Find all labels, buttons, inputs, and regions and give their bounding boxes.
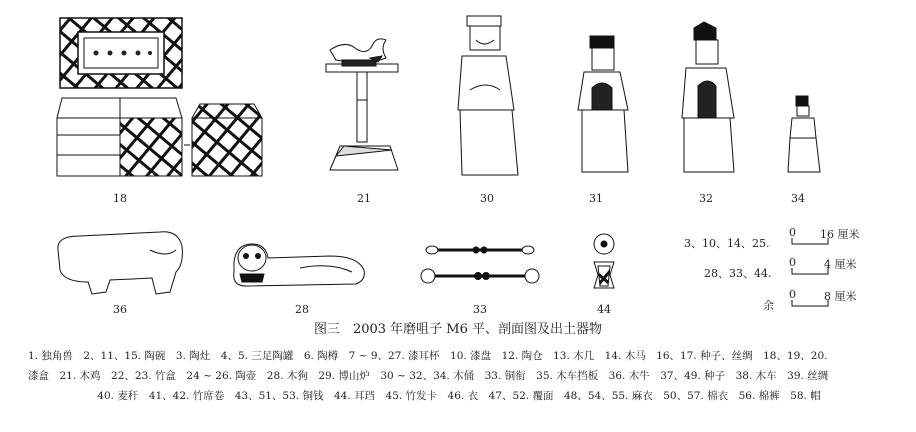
figure-legend bbox=[28, 346, 890, 406]
figure-label-30: 30 bbox=[480, 192, 494, 205]
scale-length-1: 16 厘米 bbox=[820, 228, 860, 241]
scale-bars bbox=[792, 238, 828, 306]
figure-label-33: 33 bbox=[473, 303, 487, 316]
figure-label-18: 18 bbox=[113, 192, 127, 205]
scale-items-2: 28、33、44. bbox=[704, 267, 772, 280]
figure-label-31: 31 bbox=[589, 192, 603, 205]
scale-start-3: 0 bbox=[789, 288, 796, 301]
scale-start-1: 0 bbox=[789, 226, 796, 239]
wooden-ox-drawing bbox=[58, 232, 183, 294]
scale-length-3: 8 厘米 bbox=[824, 290, 857, 303]
scale-length-2: 4 厘米 bbox=[824, 258, 857, 271]
legend-line: 1. 独角兽 2、11、15. 陶碗 3. 陶灶 4、5. 三足陶罐 6. 陶樽 7 ~ 9、27. 漆耳杯 10. 漆盘 12. 陶仓 13. 木几 14. 木马 16、17. 种子、丝绸 18、19、20. bbox=[28, 350, 828, 362]
figure-label-21: 21 bbox=[357, 192, 371, 205]
ear-plug-drawing bbox=[594, 234, 614, 288]
wooden-dog-drawing bbox=[234, 244, 365, 286]
scale-start-2: 0 bbox=[789, 256, 796, 269]
legend-line: 漆盒 21. 木鸡 22、23. 竹盒 24 ~ 26. 陶壶 28. 木狗 29. 博山炉 30 ~ 32、34. 木俑 33. 铜衔 35. 木车挡板 36. 木牛 37、49. 种子 38. 木车 39. 丝绸 bbox=[28, 370, 829, 382]
figure-label-36: 36 bbox=[113, 303, 127, 316]
wooden-figurine-34-drawing bbox=[788, 96, 820, 172]
figure-label-32: 32 bbox=[699, 192, 713, 205]
figure-caption: 图三 2003 年磨咀子 M6 平、剖面图及出土器物 bbox=[313, 322, 603, 337]
scale-items-3: 余 bbox=[763, 299, 774, 312]
figure-label-28: 28 bbox=[295, 303, 309, 316]
lacquer-box-drawing bbox=[57, 18, 262, 176]
figure-label-44: 44 bbox=[597, 303, 611, 316]
wooden-figurine-30-drawing bbox=[458, 16, 518, 175]
wooden-chicken-drawing bbox=[326, 39, 398, 170]
wooden-figurine-32-drawing bbox=[682, 22, 734, 172]
wooden-figurine-31-drawing bbox=[578, 36, 628, 172]
figure-label-34: 34 bbox=[791, 192, 805, 205]
bronze-bit-drawing bbox=[421, 246, 539, 283]
legend-line: 40. 麦秆 41、42. 竹席卷 43、51、53. 铜钱 44. 耳珰 45. 竹发卡 46. 衣 47、52. 覆面 48、54、55. 麻衣 50、57. 棉衣 56. 棉裤 58. 帽 bbox=[97, 390, 821, 402]
scale-items-1: 3、10、14、25. bbox=[684, 237, 770, 250]
